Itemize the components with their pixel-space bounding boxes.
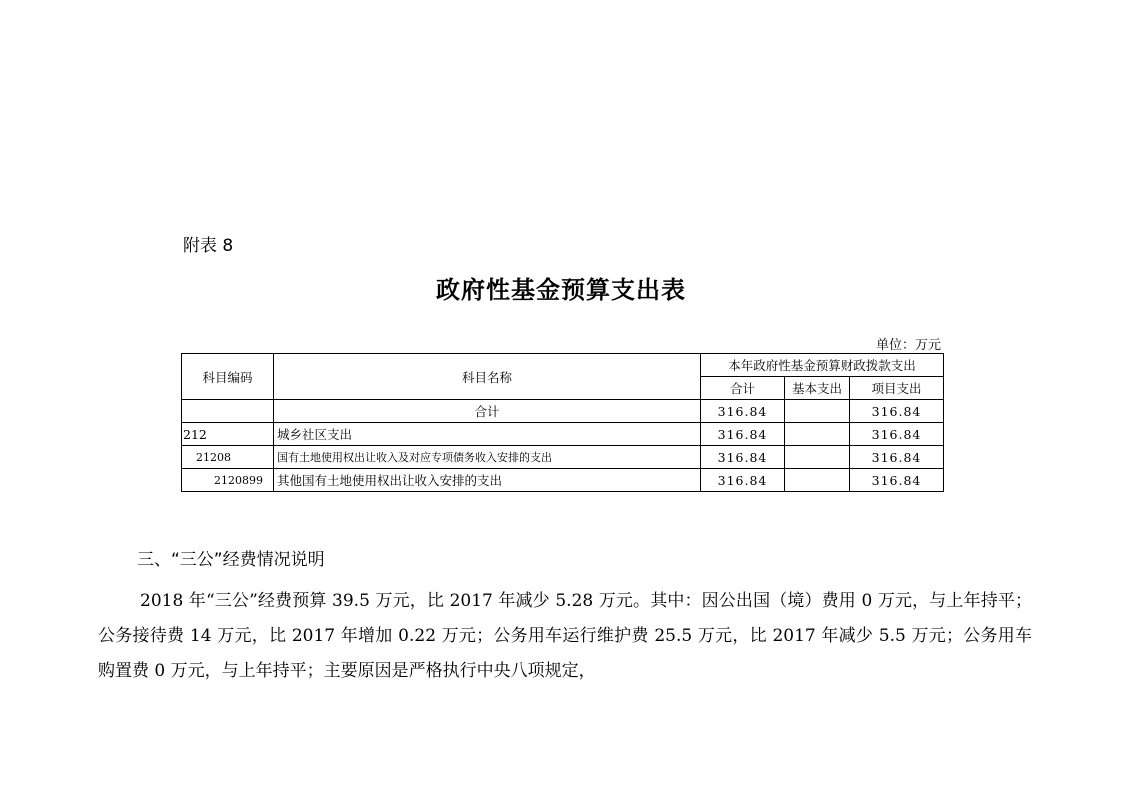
- appendix-label: 附表 8: [183, 236, 234, 256]
- cell-code: [182, 400, 274, 423]
- cell-code: 2120899: [182, 469, 274, 492]
- cell-project: 316.84: [850, 446, 944, 469]
- cell-code: 21208: [182, 446, 274, 469]
- cell-total: 316.84: [701, 423, 785, 446]
- header-total: 合计: [701, 377, 785, 400]
- budget-expenditure-table: [181, 353, 944, 492]
- cell-project: 316.84: [850, 423, 944, 446]
- cell-name: 国有土地使用权出让收入及对应专项债务收入安排的支出: [274, 446, 701, 469]
- cell-project: 316.84: [850, 469, 944, 492]
- cell-total: 316.84: [701, 469, 785, 492]
- table-row: [182, 469, 944, 492]
- cell-basic: [785, 469, 850, 492]
- cell-basic: [785, 423, 850, 446]
- unit-label: 单位：万元: [875, 338, 941, 353]
- cell-name: 其他国有土地使用权出让收入安排的支出: [274, 469, 701, 492]
- header-code: 科目编码: [182, 354, 274, 400]
- table-header-row: [182, 354, 944, 377]
- header-project: 项目支出: [850, 377, 944, 400]
- cell-code: 212: [182, 423, 274, 446]
- cell-name: 城乡社区支出: [274, 423, 701, 446]
- cell-name: 合计: [274, 400, 701, 423]
- section-heading: 三、“三公”经费情况说明: [137, 550, 325, 570]
- cell-project: 316.84: [850, 400, 944, 423]
- page-title: 政府性基金预算支出表: [436, 275, 686, 304]
- table-row: [182, 423, 944, 446]
- table-row: [182, 446, 944, 469]
- table-row-total: [182, 400, 944, 423]
- section-paragraph: 2018 年“三公”经费预算 39.5 万元，比 2017 年减少 5.28 万元。其中：因公出国（境）费用 0 万元，与上年持平；公务接待费 14 万元，比 2017 年增加 0.22 万元；公务用车运行维护费 25.5 万元，比 2017 年减少 5.5 万元；公务用车购置费 0 万元，与上年持平；主要原因是严格执行中央八项规定，: [98, 591, 1032, 681]
- header-name: 科目名称: [274, 354, 701, 400]
- header-group: 本年政府性基金预算财政拨款支出: [701, 354, 944, 377]
- cell-basic: [785, 400, 850, 423]
- header-basic: 基本支出: [785, 377, 850, 400]
- cell-total: 316.84: [701, 446, 785, 469]
- cell-basic: [785, 446, 850, 469]
- cell-total: 316.84: [701, 400, 785, 423]
